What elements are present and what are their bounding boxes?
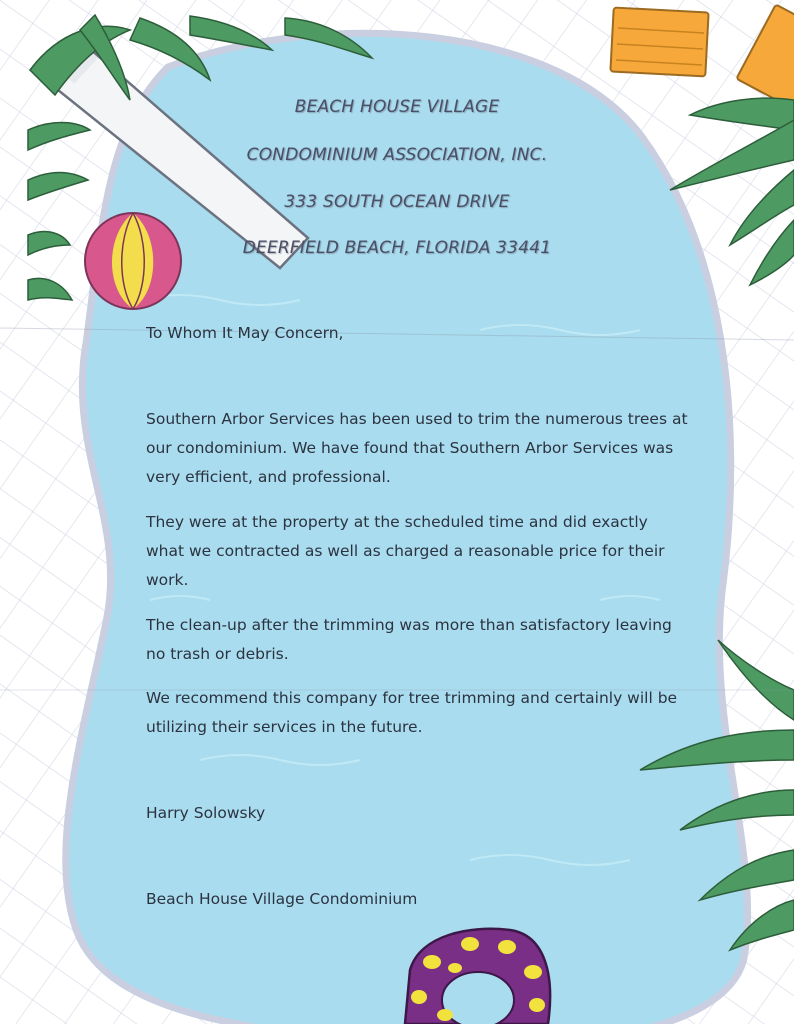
letterhead-line-2: CONDOMINIUM ASSOCIATION, INC. (246, 145, 548, 165)
beach-ball (85, 213, 181, 309)
paragraph-3: The clean-up after the trimming was more than satisfactory leaving no trash or debris. (146, 616, 672, 663)
paragraph-2: They were at the property at the scheduled time and did exactly what we contracted as well as charged a reasonable price for their work. (146, 513, 665, 589)
letterhead-line-3: 333 SOUTH OCEAN DRIVE (284, 192, 510, 212)
paragraph-4: We recommend this company for tree trimming and certainly will be utilizing their services in the future. (146, 689, 678, 736)
letterhead-line-4: DEERFIELD BEACH, FLORIDA 33441 (242, 238, 552, 258)
signature-organization: Beach House Village Condominium (146, 890, 418, 908)
salutation: To Whom It May Concern, (146, 324, 344, 342)
letterhead-line-1: BEACH HOUSE VILLAGE (294, 97, 500, 117)
paragraph-1: Southern Arbor Services has been used to trim the numerous trees at our condominium. We have found that Southern Arbor Services was very efficient, and professional. (146, 410, 688, 486)
signature-name: Harry Solowsky (146, 804, 266, 822)
